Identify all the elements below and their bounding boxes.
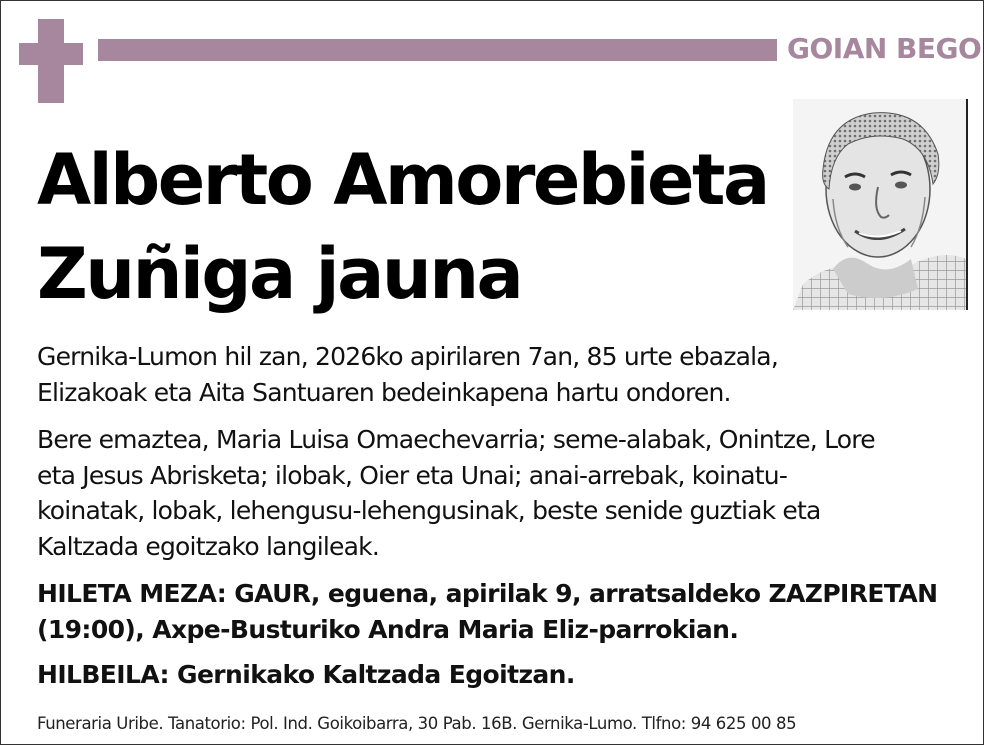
cross-horizontal-beam (19, 43, 83, 65)
funeral-line-1: HILETA MEZA: GAUR, eguena, apirilak 9, arratsaldeko ZAZPIRETAN (37, 579, 938, 608)
death-line-2: Elizakoak eta Aita Santuaren bedeinkapena hartu ondoren. (37, 377, 731, 407)
death-paragraph (37, 339, 957, 410)
deceased-name-line1: Alberto Amorebieta (37, 139, 768, 221)
portrait-illustration (793, 99, 966, 310)
deceased-name (37, 133, 777, 321)
wake-paragraph: HILBEILA: Gernikako Kaltzada Egoitzan. (37, 660, 575, 689)
funeral-line-2: (19:00), Axpe-Busturiko Andra Maria Eliz-parrokian. (37, 614, 739, 644)
family-paragraph (37, 422, 957, 564)
header-rule (98, 39, 777, 61)
funeral-mass-paragraph (37, 576, 957, 647)
death-line-1: Gernika-Lumon hil zan, 2026ko apirilaren 7an, 85 urte ebazala, (37, 342, 778, 371)
family-line-1: Bere emaztea, Maria Luisa Omaechevarria; seme-alabak, Onintze, Lore (37, 425, 875, 454)
deceased-name-line2: Zuñiga jauna (37, 233, 522, 315)
notice-body (37, 339, 957, 705)
portrait-photo (793, 99, 968, 310)
header-label: GOIAN BEGO (787, 32, 982, 65)
family-line-3: koinatak, lobak, lehengusu-lehengusinak, beste senide guztiak eta (37, 496, 821, 525)
family-line-4: Kaltzada egoitzako langileak. (37, 531, 379, 561)
family-line-2: eta Jesus Abrisketa; ilobak, Oier eta Unai; anai-arrebak, koinatu- (37, 460, 788, 490)
funeral-home-footer: Funeraria Uribe. Tanatorio: Pol. Ind. Goikoibarra, 30 Pab. 16B. Gernika-Lumo. Tlfno: 94 625 00 85 (37, 714, 797, 733)
